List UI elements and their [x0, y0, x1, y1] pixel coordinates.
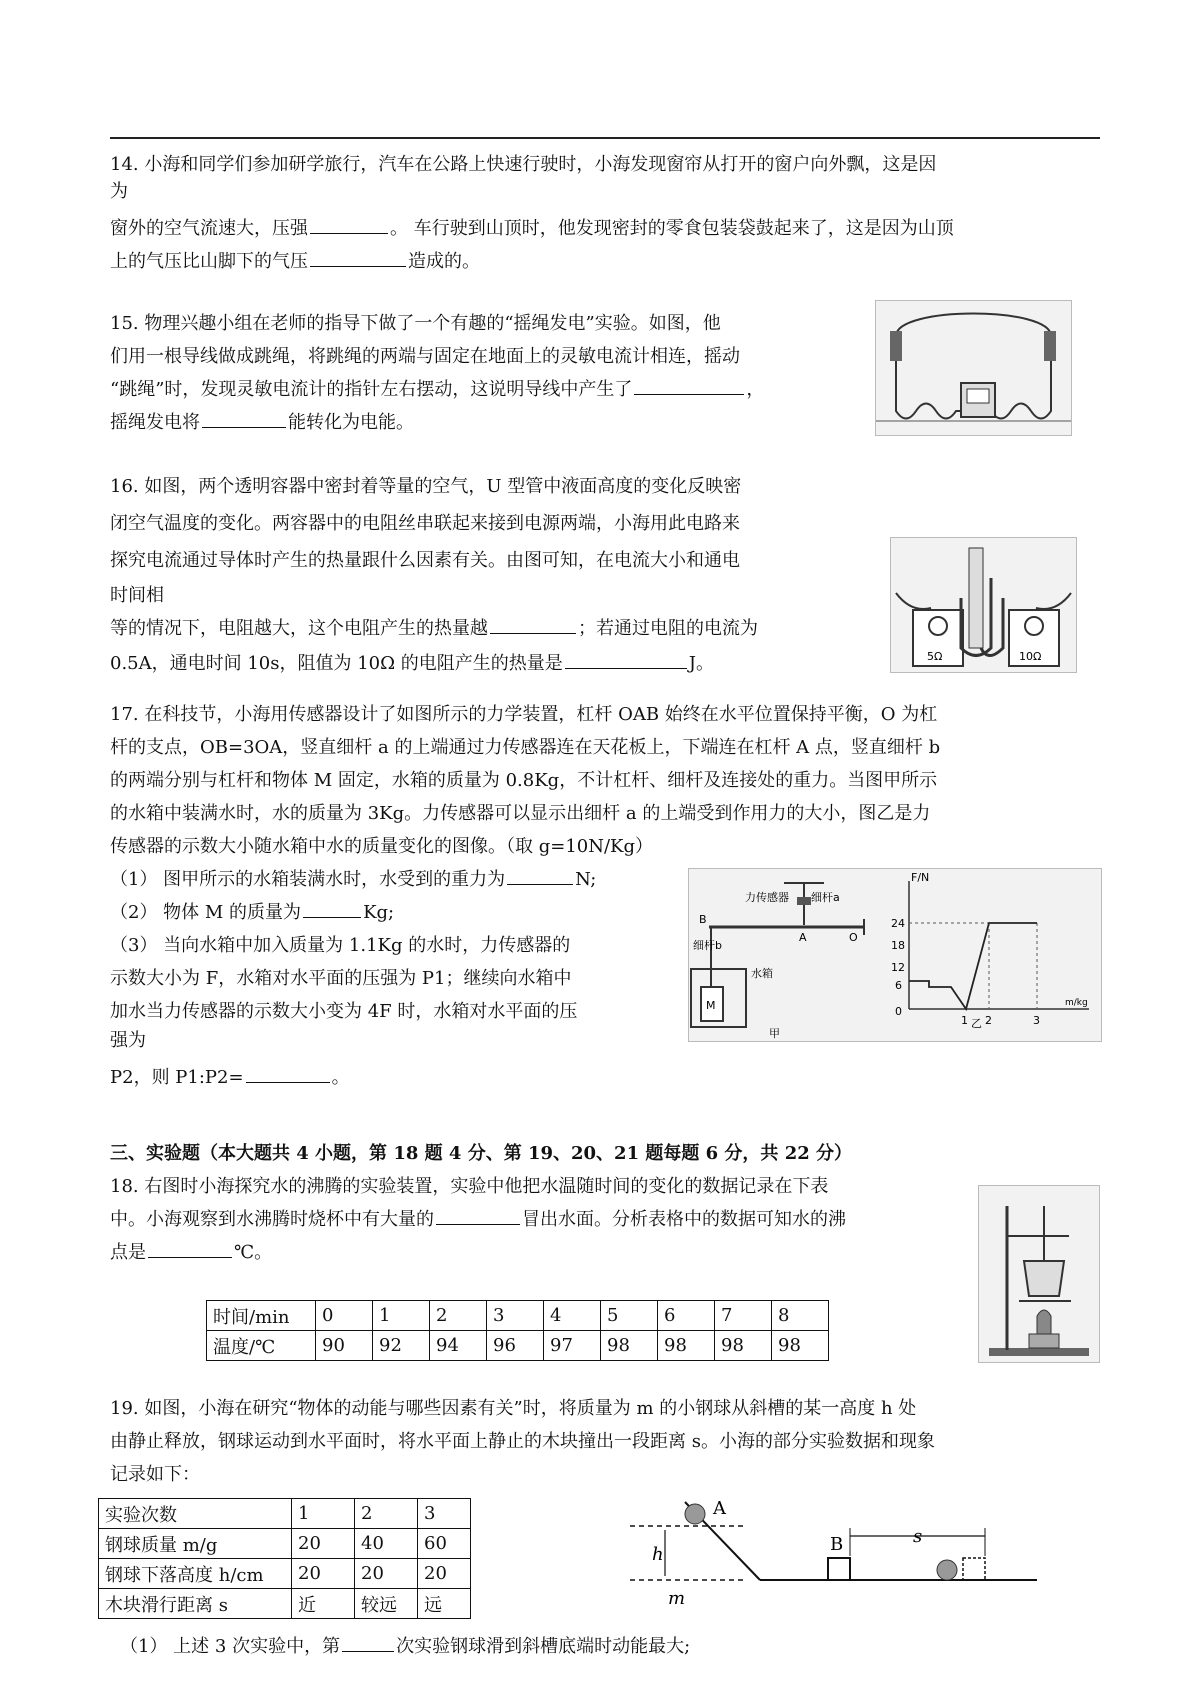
table-cell: 远: [418, 1589, 471, 1619]
xtick-2: 2: [985, 1014, 992, 1027]
q19-line2: 由静止释放，钢球运动到水平面时，将水平面上静止的木块撞出一段距离 s。小海的部分实验数据和现象: [110, 1431, 935, 1452]
q15-line2: 们用一根导线做成跳绳，将跳绳的两端与固定在地面上的灵敏电流计相连，摇动: [110, 346, 740, 367]
header-rule: [110, 137, 1100, 139]
q15-line1: 15. 物理兴趣小组在老师的指导下做了一个有趣的“摇绳发电”实验。如图，他: [110, 313, 721, 334]
table-cell: 0: [316, 1301, 373, 1331]
q14-line3b: 造成的。: [408, 251, 480, 272]
q17-sub3-line3: 加水当力传感器的示数大小变为 4F 时，水箱对水平面的压: [110, 1001, 578, 1022]
xtick-1: 1: [961, 1014, 968, 1027]
table-cell: 20: [355, 1559, 418, 1589]
section-3-heading: 三、实验题（本大题共 4 小题，第 18 题 4 分、第 19、20、21 题每题 6 分，共 22 分）: [110, 1143, 853, 1164]
lever-sensor-figure: [688, 868, 1102, 1042]
question-14: [110, 148, 954, 278]
q17-line4: 的水箱中装满水时，水的质量为 3Kg。力传感器可以显示出细杆 a 的上端受到作用力的大小，图乙是力: [110, 803, 931, 824]
table-cell: 1: [373, 1301, 430, 1331]
ball-A-label: A: [713, 1498, 726, 1519]
table-cell: 98: [772, 1331, 829, 1361]
resistor-10-label: 10Ω: [1019, 650, 1042, 663]
q14-blank1[interactable]: [310, 213, 388, 234]
q15-line4b: 能转化为电能。: [288, 412, 414, 433]
sensor-label: 力传感器: [745, 891, 789, 904]
table-cell: 98: [601, 1331, 658, 1361]
q16-line5a: 等的情况下，电阻越大，这个电阻产生的热量越: [110, 618, 488, 639]
q19-line3: 记录如下：: [110, 1464, 200, 1485]
jump-rope-generator-figure: [875, 300, 1072, 436]
table-cell: 98: [715, 1331, 772, 1361]
q14-line1: 14. 小海和同学们参加研学旅行，汽车在公路上快速行驶时，小海发现窗帘从打开的窗户向外飘，这是因: [110, 154, 937, 175]
table-cell: 6: [658, 1301, 715, 1331]
q18-blank1[interactable]: [436, 1204, 520, 1225]
table-cell: 20: [292, 1559, 355, 1589]
q17-line3: 的两端分别与杠杆和物体 M 固定，水箱的质量为 0.8Kg，不计杠杆、细杆及连接处的重力。当图甲所示: [110, 770, 938, 791]
q16-line6b: J。: [688, 653, 714, 674]
table-cell: 4: [544, 1301, 601, 1331]
q18-blank2[interactable]: [148, 1237, 232, 1258]
table-cell: 20: [418, 1559, 471, 1589]
boiling-apparatus-figure: [978, 1185, 1100, 1363]
mass-M-label: M: [706, 999, 716, 1012]
q17-line1: 17. 在科技节，小海用传感器设计了如图所示的力学装置，杠杆 OAB 始终在水平位置保持平衡，O 为杠: [110, 704, 938, 725]
table-cell: 5: [601, 1301, 658, 1331]
q17-blank1[interactable]: [507, 864, 573, 885]
q17-line2: 杆的支点，OB=3OA，竖直细杆 a 的上端通过力传感器连在天花板上，下端连在杠杆 A 点，竖直细杆 b: [110, 737, 941, 758]
incline-ramp-figure: [625, 1492, 1045, 1614]
mass-m-label: m: [668, 1588, 686, 1609]
q17-blank2[interactable]: [303, 897, 361, 918]
q17-sub3-line5a: P2，则 P1:P2=: [110, 1067, 244, 1088]
q15-blank1[interactable]: [634, 374, 744, 395]
table-cell: 40: [355, 1529, 418, 1559]
q15-line3b: ，: [746, 379, 765, 400]
q14-line3a: 上的气压比山脚下的气压: [110, 251, 308, 272]
q16-line4: 时间相: [110, 585, 164, 606]
table-row: [99, 1529, 471, 1559]
q19-sub1b: 次实验钢球滑到斜槽底端时动能最大;: [396, 1636, 691, 1657]
q18-line3a: 点是: [110, 1242, 146, 1263]
table-cell: 木块滑行距离 s: [99, 1589, 292, 1619]
table-cell: 8: [772, 1301, 829, 1331]
table-row: [99, 1499, 471, 1529]
table-cell: 92: [373, 1331, 430, 1361]
q16-blank1[interactable]: [490, 613, 576, 634]
q15-line4a: 摇绳发电将: [110, 412, 200, 433]
ytick-24: 24: [891, 917, 905, 930]
q16-line6a: 0.5A，通电时间 10s，阻值为 10Ω 的电阻产生的热量是: [110, 653, 563, 674]
table-cell: 钢球质量 m/g: [99, 1529, 292, 1559]
table-cell: 时间/min: [207, 1301, 316, 1331]
table-cell: 7: [715, 1301, 772, 1331]
xtick-3: 3: [1033, 1014, 1040, 1027]
point-A-label: A: [799, 931, 807, 944]
tank-label: 水箱: [751, 967, 773, 980]
boiling-data-table: [206, 1300, 829, 1361]
q17-blank3[interactable]: [246, 1062, 330, 1083]
table-row: [99, 1559, 471, 1589]
ytick-6: 6: [895, 979, 902, 992]
table-cell: 钢球下落高度 h/cm: [99, 1559, 292, 1589]
q17-sub3-line1: （3） 当向水箱中加入质量为 1.1Kg 的水时，力传感器的: [110, 935, 571, 956]
ytick-0: 0: [895, 1005, 902, 1018]
table-row: [207, 1331, 829, 1361]
q16-blank2[interactable]: [565, 648, 687, 669]
table-cell: 20: [292, 1529, 355, 1559]
ytick-18: 18: [891, 939, 905, 952]
q16-line1: 16. 如图，两个透明容器中密封着等量的空气，U 型管中液面高度的变化反映密: [110, 476, 742, 497]
q15-line3a: “跳绳”时，发现灵敏电流计的指针左右摆动，这说明导线中产生了: [110, 379, 633, 400]
q17-sub3-line2: 示数大小为 F，水箱对水平面的压强为 P1；继续向水箱中: [110, 968, 572, 989]
joule-heating-figure: [890, 537, 1077, 673]
q17-sub1b: N;: [575, 869, 597, 890]
q17-line5: 传感器的示数大小随水箱中水的质量变化的图像。（取 g=10N/Kg）: [110, 836, 654, 857]
table-cell: 94: [430, 1331, 487, 1361]
table-cell: 3: [487, 1301, 544, 1331]
point-O-label: O: [849, 931, 858, 944]
q17-sub2a: （2） 物体 M 的质量为: [110, 902, 302, 923]
question-16: [110, 470, 758, 680]
table-cell: 温度/℃: [207, 1331, 316, 1361]
kinetic-energy-table: [98, 1498, 471, 1619]
q18-line3b: ℃。: [234, 1242, 273, 1263]
q18-line2b: 冒出水面。分析表格中的数据可知水的沸: [522, 1209, 846, 1230]
rod-b-label: 细杆b: [693, 939, 722, 952]
q16-line2: 闭空气温度的变化。两容器中的电阻丝串联起来接到电源两端，小海用此电路来: [110, 513, 740, 534]
table-cell: 97: [544, 1331, 601, 1361]
figure-jia-label: 甲: [769, 1027, 780, 1040]
q16-line5b: ；若通过电阻的电流为: [578, 618, 758, 639]
table-cell: 96: [487, 1331, 544, 1361]
q17-sub1a: （1） 图甲所示的水箱装满水时，水受到的重力为: [110, 869, 506, 890]
table-cell: 2: [430, 1301, 487, 1331]
q17-sub2b: Kg;: [363, 902, 395, 923]
q14-line2a: 窗外的空气流速大，压强: [110, 218, 308, 239]
question-19: [110, 1392, 935, 1491]
q14-blank2[interactable]: [310, 246, 406, 267]
q14-line2b: 。 车行驶到山顶时，他发现密封的零食包装袋鼓起来了，这是因为山顶: [390, 218, 954, 239]
q16-line3: 探究电流通过导体时产生的热量跟什么因素有关。由图可知，在电流大小和通电: [110, 550, 740, 571]
distance-s-label: s: [913, 1526, 923, 1547]
q19-sub1: [120, 1630, 690, 1663]
block-B-label: B: [830, 1534, 844, 1555]
table-cell: 近: [292, 1589, 355, 1619]
table-cell: 实验次数: [99, 1499, 292, 1529]
q15-blank2[interactable]: [202, 407, 286, 428]
q17-sub3-line4: 强为: [110, 1030, 146, 1051]
table-cell: 98: [658, 1331, 715, 1361]
graph-xlabel: m/kg: [1065, 998, 1088, 1008]
table-cell: 1: [292, 1499, 355, 1529]
q17-sub3-line5b: 。: [331, 1067, 350, 1088]
graph-ylabel: F/N: [911, 871, 930, 884]
q18-line1: 18. 右图时小海探究水的沸腾的实验装置，实验中他把水温随时间的变化的数据记录在下表: [110, 1176, 829, 1197]
height-h-label: h: [652, 1544, 664, 1565]
q19-blank1[interactable]: [342, 1631, 394, 1652]
point-B-label: B: [699, 913, 707, 926]
table-cell: 60: [418, 1529, 471, 1559]
table-cell: 2: [355, 1499, 418, 1529]
rod-a-label: 细杆a: [811, 891, 840, 904]
q14-line1b: 为: [110, 181, 128, 202]
question-18: [110, 1170, 846, 1269]
question-15: [110, 307, 764, 439]
table-row: [99, 1589, 471, 1619]
table-cell: 较远: [355, 1589, 418, 1619]
figure-yi-label: 乙: [971, 1017, 982, 1030]
q19-line1: 19. 如图，小海在研究“物体的动能与哪些因素有关”时，将质量为 m 的小钢球从斜槽的某一高度 h 处: [110, 1398, 917, 1419]
table-cell: 90: [316, 1331, 373, 1361]
ytick-12: 12: [891, 961, 905, 974]
q19-sub1a: （1） 上述 3 次实验中，第: [120, 1636, 341, 1657]
table-row: [207, 1301, 829, 1331]
force-mass-graph: [891, 871, 1089, 1030]
resistor-5-label: 5Ω: [927, 650, 943, 663]
table-cell: 3: [418, 1499, 471, 1529]
q18-line2a: 中。小海观察到水沸腾时烧杯中有大量的: [110, 1209, 434, 1230]
